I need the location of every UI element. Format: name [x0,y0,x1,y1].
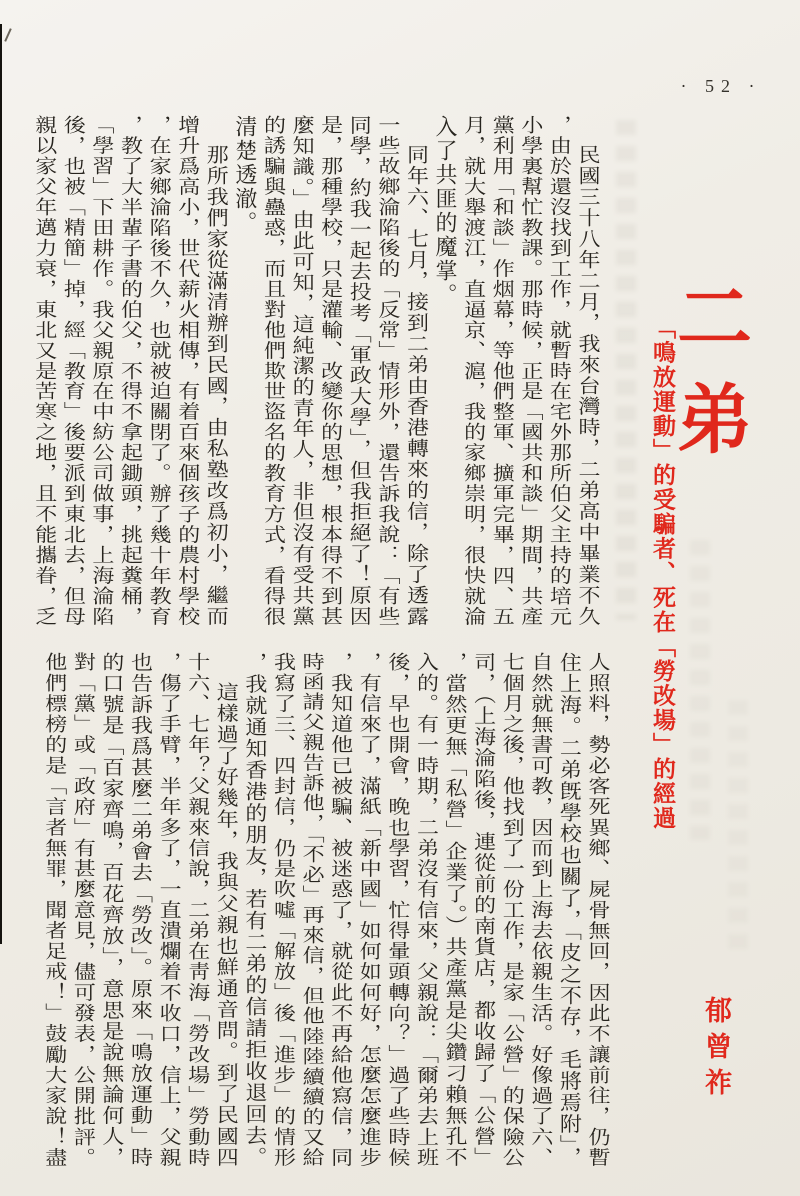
text-column: 增升爲高小，世代薪火相傳，有着百來個孩子的農村學校 [175,115,201,627]
text-column: 他們標榜的是「言者無罪，聞者足戒！」鼓勵大家說！盡 [42,652,68,1168]
text-column: 同學，約我一起去投考「軍政大學」，但我拒絕了！原因 [347,115,373,628]
article-title: 二弟 [666,278,749,482]
page-edge-line [0,24,2,944]
page-edge-scratch [4,28,12,42]
text-column: 人照料，勢必客死異鄉、屍骨無回，因此不讓前往，仍暫 [586,652,611,1168]
show-through-ghost-text [728,700,748,960]
show-through-ghost-text [690,540,710,840]
text-column: 的誘騙與蠱惑，而且對他們欺世盜名的教育方式，看得很 [261,115,287,627]
text-column: 清楚透澈。 [232,115,258,235]
text-column: 後，早也開會，晚也學習，忙得暈頭轉向？」過了些時候 [385,652,411,1168]
text-column: ，我知道他已被騙、被迷惑了，就從此不再給他寫信，同 [328,652,354,1168]
text-column: ，教了大半輩子書的伯父，不得不拿起鋤頭，挑起糞桶， [118,115,144,627]
text-column: ，我就通知香港的朋友，若有二弟的信請拒收退回去。 [242,652,268,1168]
text-column: 親以家父年邁力衰，東北又是苦寒之地，且不能攜眷，乏 [32,115,58,627]
text-column: ，在家鄉淪陷後不久，也就被迫關閉了。辦了幾十年教育 [147,115,173,627]
text-column: ，由於還沒找到工作，就暫時在宅外那所伯父主持的培元 [547,115,573,627]
text-column: 是，那種學校，只是灌輸、改變你的思想，根本得不到甚 [318,115,344,627]
text-column: 的口號是「百家齊鳴，百花齊放」，意思是說無論何人， [99,652,125,1169]
text-column: 入了共匪的魔掌。 [433,115,459,307]
bottom-text-block [40,652,612,1168]
text-column: 我寫了三、四封信，仍是吹噓「解放」後「進步」的情形 [271,652,297,1168]
text-column: 月，就大舉渡江，直逼京、滬，我的家鄉崇明，很快就淪 [461,115,487,627]
text-column: 同年六、七月，接到二弟由香港轉來的信，除了透露 [404,144,430,627]
text-column: 這樣過了好幾年，我與父親也鮮通音問。到了民國四 [214,681,240,1168]
text-column: 一些故鄉淪陷後的「反常」情形外，還告訴我說：「有些 [375,115,401,627]
text-column: 七個月之後，他找到了一份工作，是家「公營」的保險公 [500,652,526,1168]
show-through-ghost-text [616,120,636,620]
text-column: 入的。有一時期，二弟沒有信來，父親說：「爾弟去上班 [414,652,440,1168]
text-column: ，傷了手臂，半年多了，一直潰爛着不收口，信上，父親 [157,652,183,1168]
text-column: ，當然更無「私營」企業了。）共產黨是尖鑽刁賴無孔不 [443,652,469,1169]
text-column: 民國三十八年二月，我來台灣時，二弟高中畢業不久 [576,144,601,627]
text-column: 十六、七年？父親來信說，二弟在靑海「勞改場」勞動時 [185,652,211,1168]
text-column: 司，（上海淪陷後，連從前的南貨店，都收歸了「公營」 [471,652,497,1169]
page-number: · 52 · [680,76,762,96]
text-column: 也告訴我爲甚麼二弟會去「勞改」。原來「鳴放運動」時 [128,652,154,1169]
text-column: 時函請父親告訴他，「不必」再來信，但他陸陸續續的又給 [300,652,326,1169]
author-name: 郁曾祚 [701,996,731,1104]
text-column: 黨利用「和談」作烟幕，等他們整軍、擴軍完畢，四、五 [490,115,516,627]
article-subtitle-wrap [647,316,677,838]
text-column: 自然就無書可教，因而到上海去依親生活。好像過了六、 [528,652,554,1168]
text-column: 住上海。二弟旣學校也關了，「皮之不存，毛將焉附」， [557,652,583,1168]
text-column: 對「黨」或「政府」有甚麼意見，儘可發表，公開批評。 [71,652,97,1168]
text-column: ，有信來了，滿紙「新中國」如何如何好，怎麼怎麼進步 [357,652,383,1168]
text-column: 「學習」下田耕作。我父親原在中紡公司做事，上海淪陷 [89,115,115,627]
top-text-block [30,115,602,627]
text-column: 那所我們家從滿清辦到民國，由私塾改爲初小，繼而 [204,144,230,627]
article-subtitle: 「鳴放運動」的受騙者、死在「勞改場」的經過 [650,316,675,831]
text-column: 小學裏幫忙教課。那時候，正是「國共和談」期間，共產 [518,115,544,627]
text-column: 麼知識。」由此可知，這純潔的青年人，非但沒有受共黨 [290,115,316,628]
text-column: 後，也被「精簡」掉，經「教育」後要派到東北去，但母 [61,115,87,627]
